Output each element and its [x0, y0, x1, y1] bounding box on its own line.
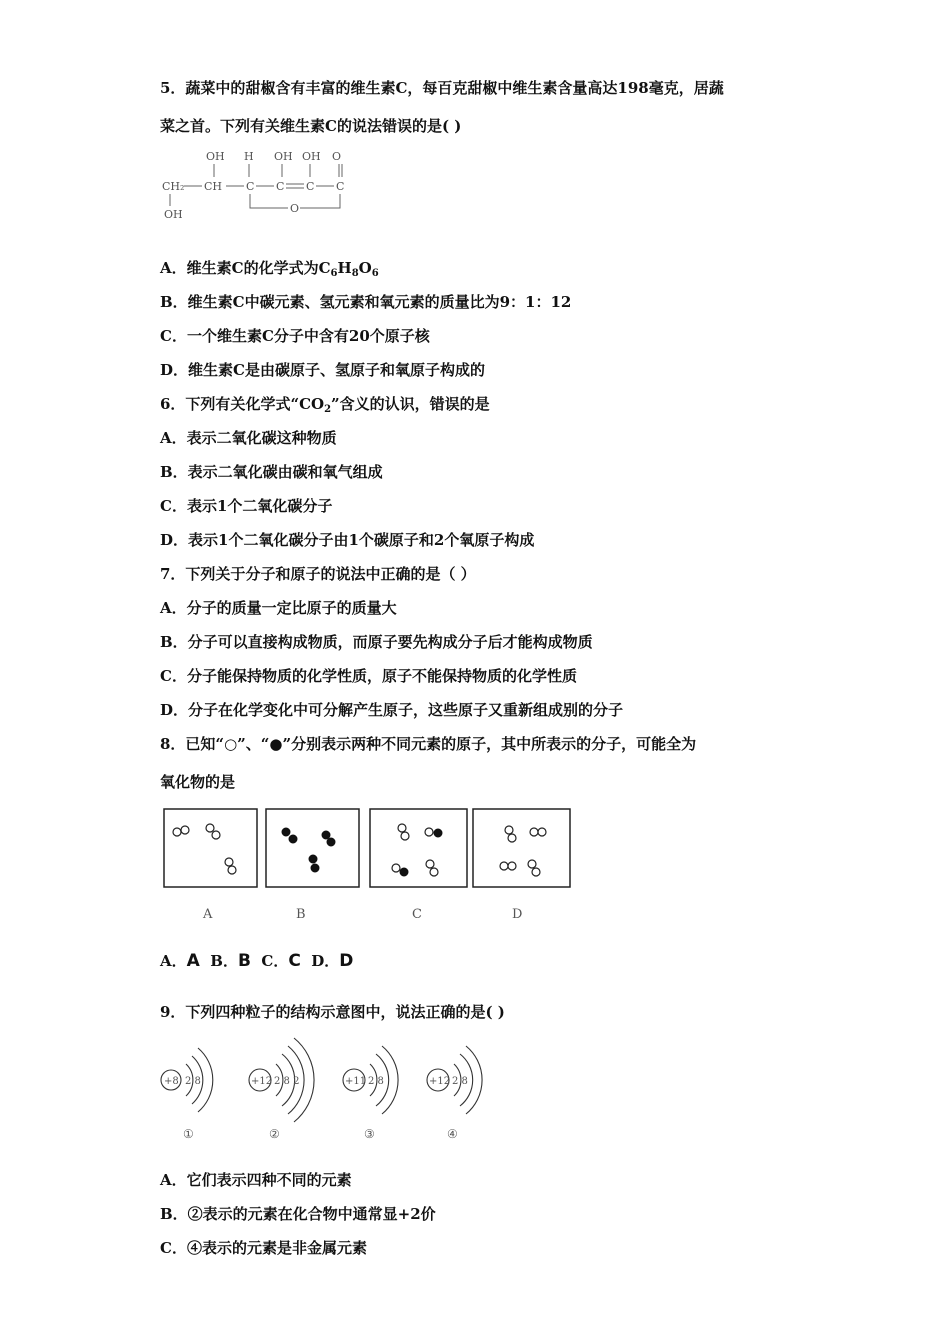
open-atom	[392, 864, 400, 872]
open-atom	[173, 828, 181, 836]
open-atom	[430, 868, 438, 876]
ch2-label: CH₂	[162, 180, 185, 193]
box-label-d: D	[512, 907, 523, 922]
shell-electrons: 2 8	[368, 1076, 384, 1087]
q5-stem-line1: 5．蔬菜中的甜椒含有丰富的维生素C，每百克甜椒中维生素含量高达198毫克，居蔬	[160, 79, 724, 97]
c-label: C	[246, 180, 255, 193]
ring-o-label: O	[290, 202, 300, 215]
q6-option-d: D．表示1个二氧化碳分子由1个碳原子和2个氧原子构成	[160, 531, 535, 549]
open-atom	[401, 832, 409, 840]
box-a	[164, 809, 257, 887]
particle-label: ③	[364, 1127, 375, 1141]
open-atom	[508, 862, 516, 870]
q8-stem-line2: 氧化物的是	[160, 773, 236, 791]
q7-option-c: C．分子能保持物质的化学性质，原子不能保持物质的化学性质	[160, 667, 577, 685]
open-atom	[538, 828, 546, 836]
h-label: H	[244, 150, 254, 163]
q6-stem: 6．下列有关化学式“$CO_2$”含义的认识，错误的是	[160, 395, 490, 415]
open-atom	[206, 824, 214, 832]
q7-stem: 7．下列关于分子和原子的说法中正确的是（ ）	[160, 565, 476, 583]
open-atom	[425, 828, 433, 836]
open-atom	[528, 860, 536, 868]
nucleus-charge: +12	[251, 1076, 273, 1087]
electron-shell	[382, 1046, 398, 1114]
open-atom	[500, 862, 508, 870]
particle-label: ④	[447, 1127, 458, 1141]
open-atom	[181, 826, 189, 834]
q5-option-b: B．维生素C中碳元素、氢元素和氧元素的质量比为9：1：12	[160, 293, 572, 311]
open-atom	[398, 824, 406, 832]
electron-shell	[466, 1046, 482, 1114]
filled-atom	[434, 829, 442, 837]
open-atom	[530, 828, 538, 836]
q8-stem-line1: 8．已知“○”、“●”分别表示两种不同元素的原子，其中所表示的分子，可能全为	[160, 735, 697, 753]
open-atom	[532, 868, 540, 876]
c-label: C	[336, 180, 345, 193]
q7-option-b: B．分子可以直接构成物质，而原子要先构成分子后才能构成物质	[160, 633, 593, 651]
filled-atom	[289, 835, 297, 843]
q5-stem-line2: 菜之首。下列有关维生素C的说法错误的是( )	[160, 117, 462, 135]
filled-atom	[327, 838, 335, 846]
box-b	[266, 809, 359, 887]
q7-option-d: D．分子在化学变化中可分解产生原子，这些原子又重新组成别的分子	[160, 701, 624, 719]
particle-label: ①	[183, 1127, 194, 1141]
ch-label: CH	[204, 180, 223, 193]
box-label-a: A	[203, 907, 213, 922]
open-atom	[505, 826, 513, 834]
oh-label: OH	[302, 150, 321, 163]
filled-atom	[311, 864, 319, 872]
c-label: C	[276, 180, 285, 193]
open-atom	[212, 831, 220, 839]
open-atom	[426, 860, 434, 868]
q9-option-a: A．它们表示四种不同的元素	[160, 1171, 352, 1189]
shell-electrons: 2 8 2	[274, 1076, 300, 1087]
nucleus-charge: +11	[345, 1076, 367, 1087]
box-label-c: C	[412, 907, 422, 922]
q6-option-b: B．表示二氧化碳由碳和氧气组成	[160, 463, 383, 481]
filled-atom	[400, 868, 408, 876]
q5-option-d: D．维生素C是由碳原子、氢原子和氧原子构成的	[160, 361, 485, 379]
oh-label: OH	[274, 150, 293, 163]
o-label: O	[332, 150, 342, 163]
q6-option-a: A．表示二氧化碳这种物质	[160, 429, 337, 447]
box-c	[370, 809, 467, 887]
open-atom	[225, 858, 233, 866]
open-atom	[228, 866, 236, 874]
q9-stem: 9．下列四种粒子的结构示意图中，说法正确的是( )	[160, 1003, 505, 1021]
filled-atom	[322, 831, 330, 839]
oh-label: OH	[206, 150, 225, 163]
q6-option-c: C．表示1个二氧化碳分子	[160, 497, 333, 515]
particle-label: ②	[269, 1127, 280, 1141]
q7-option-a: A．分子的质量一定比原子的质量大	[160, 599, 397, 617]
shell-electrons: 2 8	[452, 1076, 468, 1087]
open-atom	[508, 834, 516, 842]
q8-options: A．A B．B C．C D．D	[160, 951, 354, 971]
vitamin-c-structure	[160, 146, 360, 226]
filled-atom	[309, 855, 317, 863]
q9-option-c: C．④表示的元素是非金属元素	[160, 1239, 367, 1257]
oh-label: OH	[164, 208, 183, 221]
q5-option-c: C．一个维生素C分子中含有20个原子核	[160, 327, 430, 345]
molecule-boxes-figure	[160, 806, 580, 926]
c-label: C	[306, 180, 315, 193]
filled-atom	[282, 828, 290, 836]
q5-option-a: A．维生素C的化学式为$C_6H_8O_6$	[160, 259, 379, 279]
box-d	[473, 809, 570, 887]
nucleus-charge: +12	[429, 1076, 451, 1087]
q9-option-b: B．②表示的元素在化合物中通常显+2价	[160, 1205, 436, 1223]
box-label-b: B	[296, 907, 306, 922]
shell-electrons: 2 8	[185, 1076, 201, 1087]
particle-structure-figure	[158, 1030, 488, 1146]
nucleus-charge: +8	[164, 1076, 179, 1087]
